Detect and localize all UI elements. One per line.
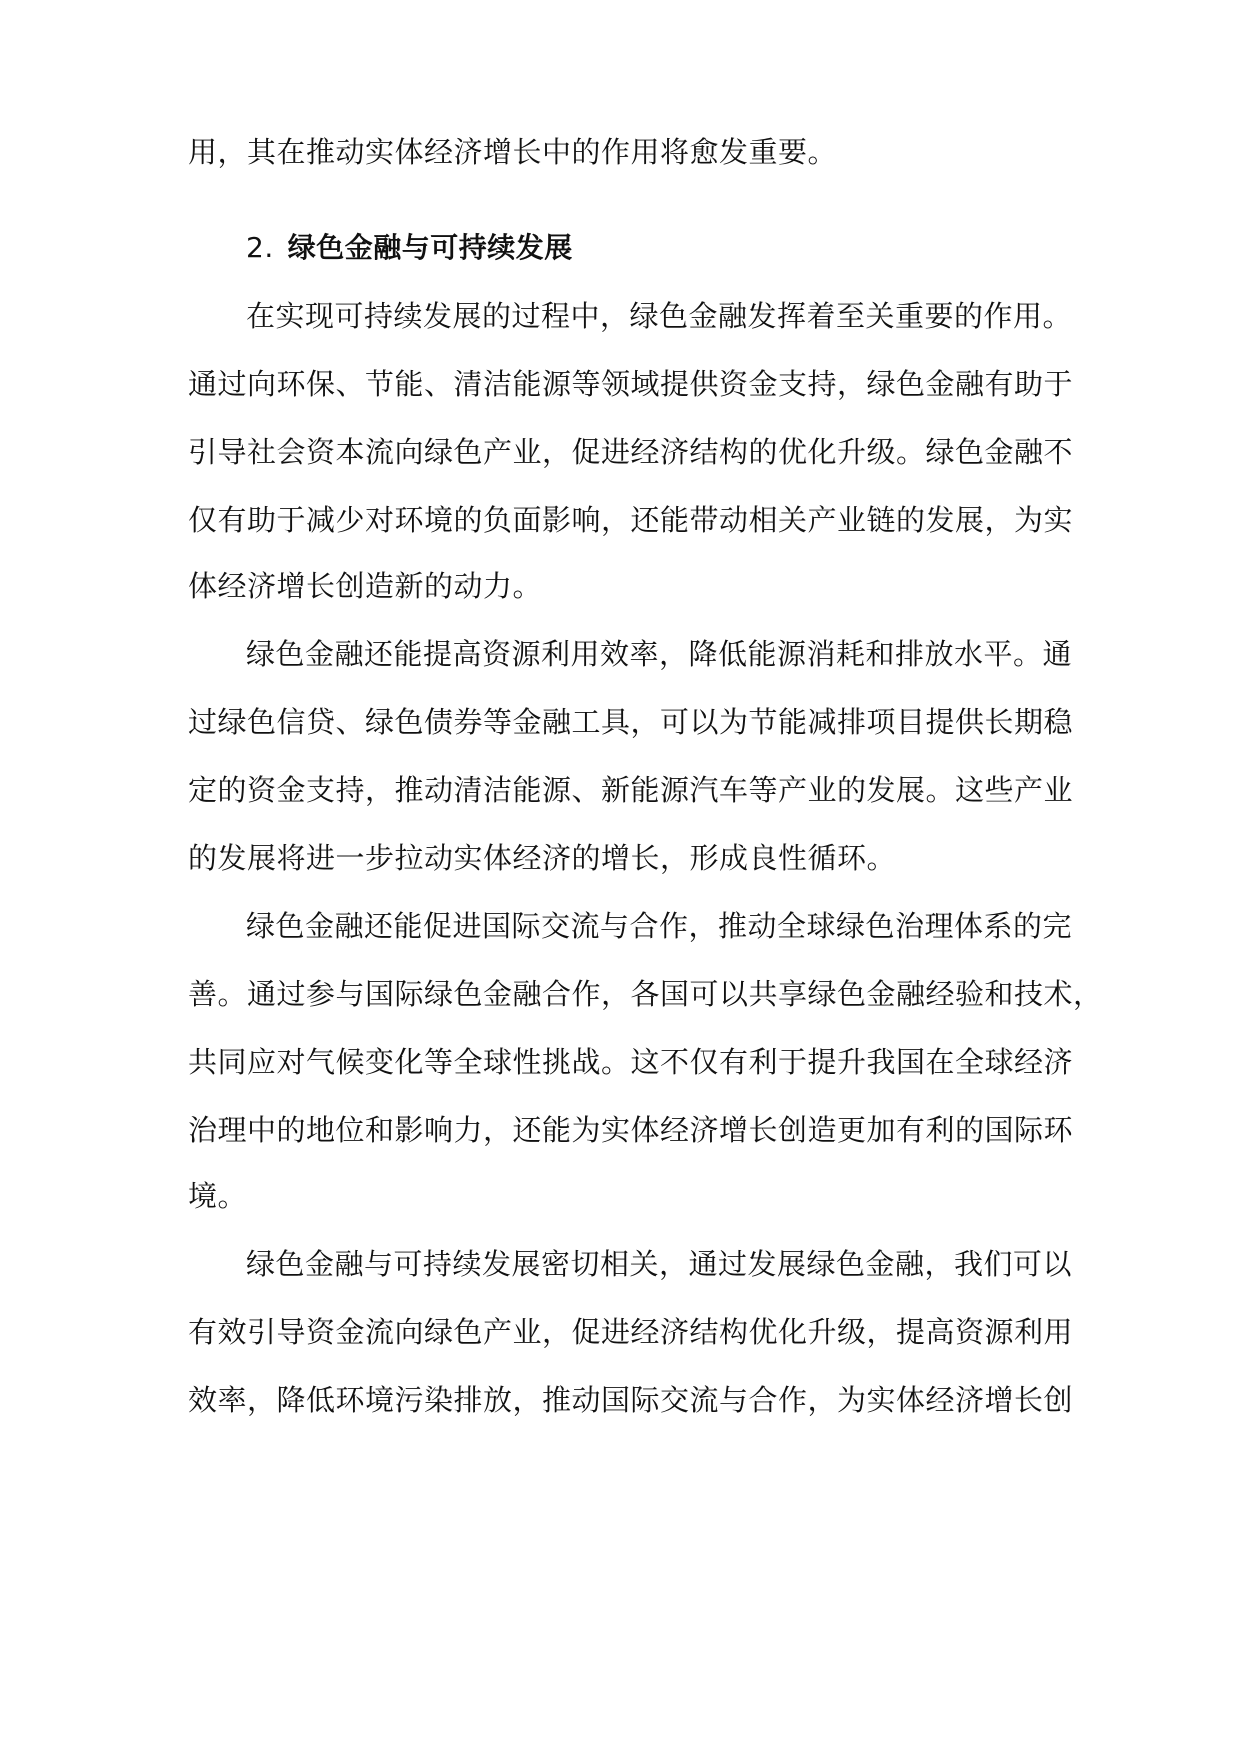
section-heading — [188, 224, 1116, 272]
text-line: 有效引导资金流向绿色产业，促进经济结构优化升级，提高资源利用 — [188, 1315, 1074, 1349]
section-title: 绿色金融与可持续发展 — [287, 231, 573, 264]
text-line: 共同应对气候变化等全球性挑战。这不仅有利于提升我国在全球经济 — [188, 1045, 1074, 1079]
section-number: 2. — [246, 231, 274, 264]
text-line: 绿色金融还能促进国际交流与合作，推动全球绿色治理体系的完 — [246, 909, 1073, 943]
text-line: 过绿色信贷、绿色债券等金融工具，可以为节能减排项目提供长期稳 — [188, 705, 1074, 739]
text-line: 绿色金融还能提高资源利用效率，降低能源消耗和排放水平。通 — [246, 637, 1073, 671]
text-line: 引导社会资本流向绿色产业，促进经济结构的优化升级。绿色金融不 — [188, 435, 1074, 469]
text-line: 在实现可持续发展的过程中，绿色金融发挥着至关重要的作用。 — [246, 299, 1073, 333]
text-line: 仅有助于减少对环境的负面影响，还能带动相关产业链的发展，为实 — [188, 503, 1074, 537]
text-line: 治理中的地位和影响力，还能为实体经济增长创造更加有利的国际环 — [188, 1113, 1074, 1147]
text-line: 定的资金支持，推动清洁能源、新能源汽车等产业的发展。这些产业 — [188, 773, 1074, 807]
text-line: 体经济增长创造新的动力。 — [188, 569, 543, 603]
text-line: 通过向环保、节能、清洁能源等领域提供资金支持，绿色金融有助于 — [188, 367, 1074, 401]
text-line: 用，其在推动实体经济增长中的作用将愈发重要。 — [188, 135, 838, 169]
text-line: 善。通过参与国际绿色金融合作，各国可以共享绿色金融经验和技术， — [188, 977, 1103, 1011]
text-line: 境。 — [188, 1179, 248, 1213]
text-line: 效率，降低环境污染排放，推动国际交流与合作，为实体经济增长创 — [188, 1383, 1074, 1417]
text-line: 的发展将进一步拉动实体经济的增长，形成良性循环。 — [188, 841, 897, 875]
text-line: 绿色金融与可持续发展密切相关，通过发展绿色金融，我们可以 — [246, 1247, 1073, 1281]
